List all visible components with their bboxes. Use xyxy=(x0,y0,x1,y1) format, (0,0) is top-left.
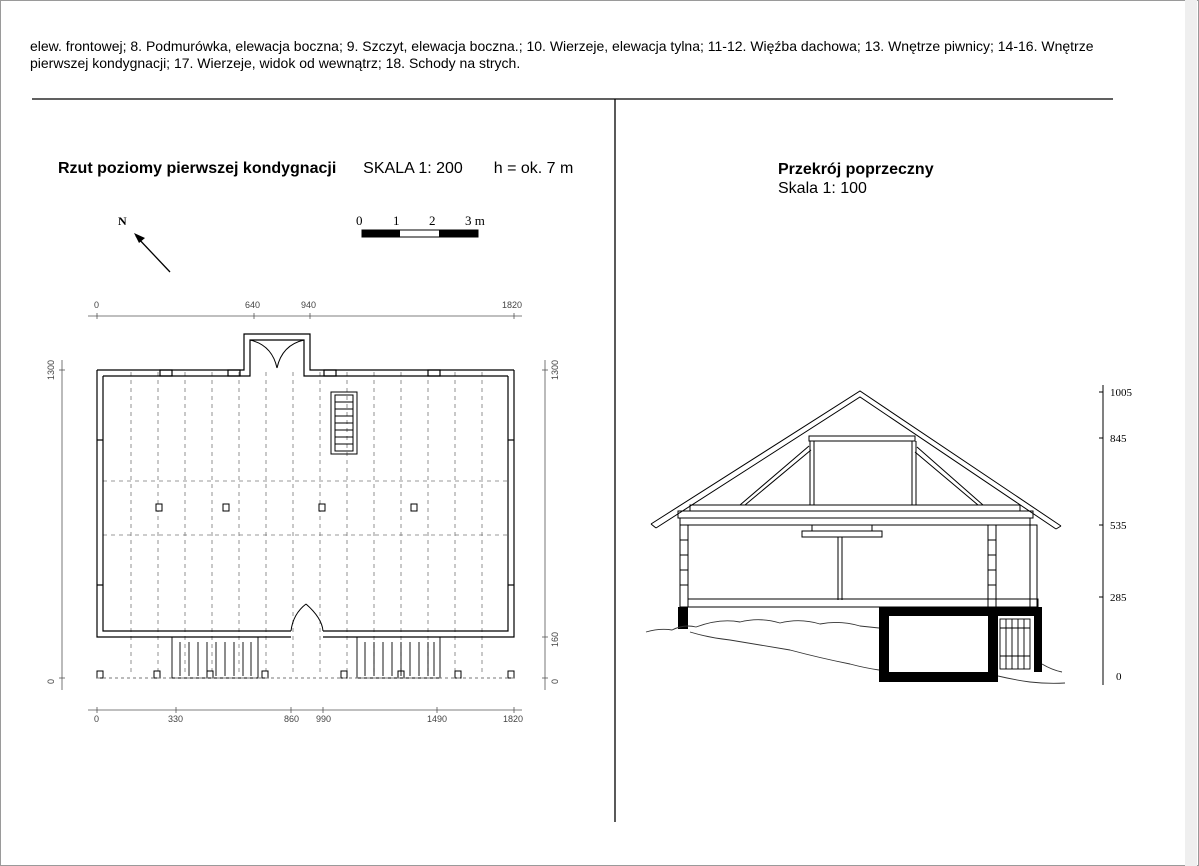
level-285: 285 xyxy=(1110,592,1127,604)
dim-left-0: 0 xyxy=(46,678,56,684)
rear-door-swing xyxy=(291,604,323,631)
section-roof xyxy=(651,391,1061,529)
dim-right-160: 160 xyxy=(550,631,560,647)
scalebar-label-2: 2 xyxy=(429,213,436,228)
plan-height: h = ok. 7 m xyxy=(493,160,574,177)
dim-top-940: 940 xyxy=(301,300,317,310)
scalebar-label-1: 1 xyxy=(393,213,400,228)
dim-bottom-860: 860 xyxy=(284,714,300,724)
dim-bottom-0: 0 xyxy=(94,714,100,724)
dim-top-1820: 1820 xyxy=(502,300,523,310)
dim-top-0: 0 xyxy=(94,300,100,310)
section-cellar xyxy=(678,607,1042,682)
plan-scale: SKALA 1: 200 xyxy=(363,160,463,177)
scale-bar xyxy=(356,213,485,237)
dim-bottom-330: 330 xyxy=(168,714,184,724)
stairs-plan xyxy=(331,392,357,454)
dim-right-1300: 1300 xyxy=(550,359,560,380)
section-title: Przekrój poprzeczny xyxy=(778,161,934,178)
caption-text: elew. frontowej; 8. Podmurówka, elewacja boczna; 9. Szczyt, elewacja boczna.; 10. Wierzeje, elewacja tylna; 11-12. Więźba dachowa; 13. Wnętrze piwnicy; 14-16. Wnętrze pierwszej kondygnacji; 17. Wierzeje, widok od wewnątrz; 18. Schody na strych. xyxy=(30,38,1094,71)
section-level-scale xyxy=(1099,385,1103,685)
section-scale: Skala 1: 100 xyxy=(778,180,867,197)
dim-bottom-1820: 1820 xyxy=(503,714,524,724)
north-arrow xyxy=(118,214,170,272)
level-535: 535 xyxy=(1110,520,1127,532)
level-0: 0 xyxy=(1116,671,1122,683)
plan-title: Rzut poziomy pierwszej kondygnacji xyxy=(58,160,337,177)
cellar-door xyxy=(1000,619,1030,669)
section-walls xyxy=(680,525,1038,607)
level-1005: 1005 xyxy=(1110,387,1132,399)
plan-posts xyxy=(97,504,514,678)
dim-top-640: 640 xyxy=(245,300,261,310)
dim-right-0: 0 xyxy=(550,678,560,684)
plan-walls xyxy=(97,334,514,637)
dim-bottom-1490: 1490 xyxy=(427,714,448,724)
scalebar-label-0: 0 xyxy=(356,213,363,228)
level-845: 845 xyxy=(1110,433,1127,445)
dim-bottom-990: 990 xyxy=(316,714,332,724)
dim-left-1300: 1300 xyxy=(46,359,56,380)
plan-dimension-labels xyxy=(46,300,560,724)
section-level-labels xyxy=(1110,387,1133,683)
scalebar-label-3: 3 m xyxy=(465,213,485,228)
north-label: N xyxy=(118,214,127,228)
section-ground xyxy=(646,620,1065,684)
front-door-swing xyxy=(250,340,304,368)
